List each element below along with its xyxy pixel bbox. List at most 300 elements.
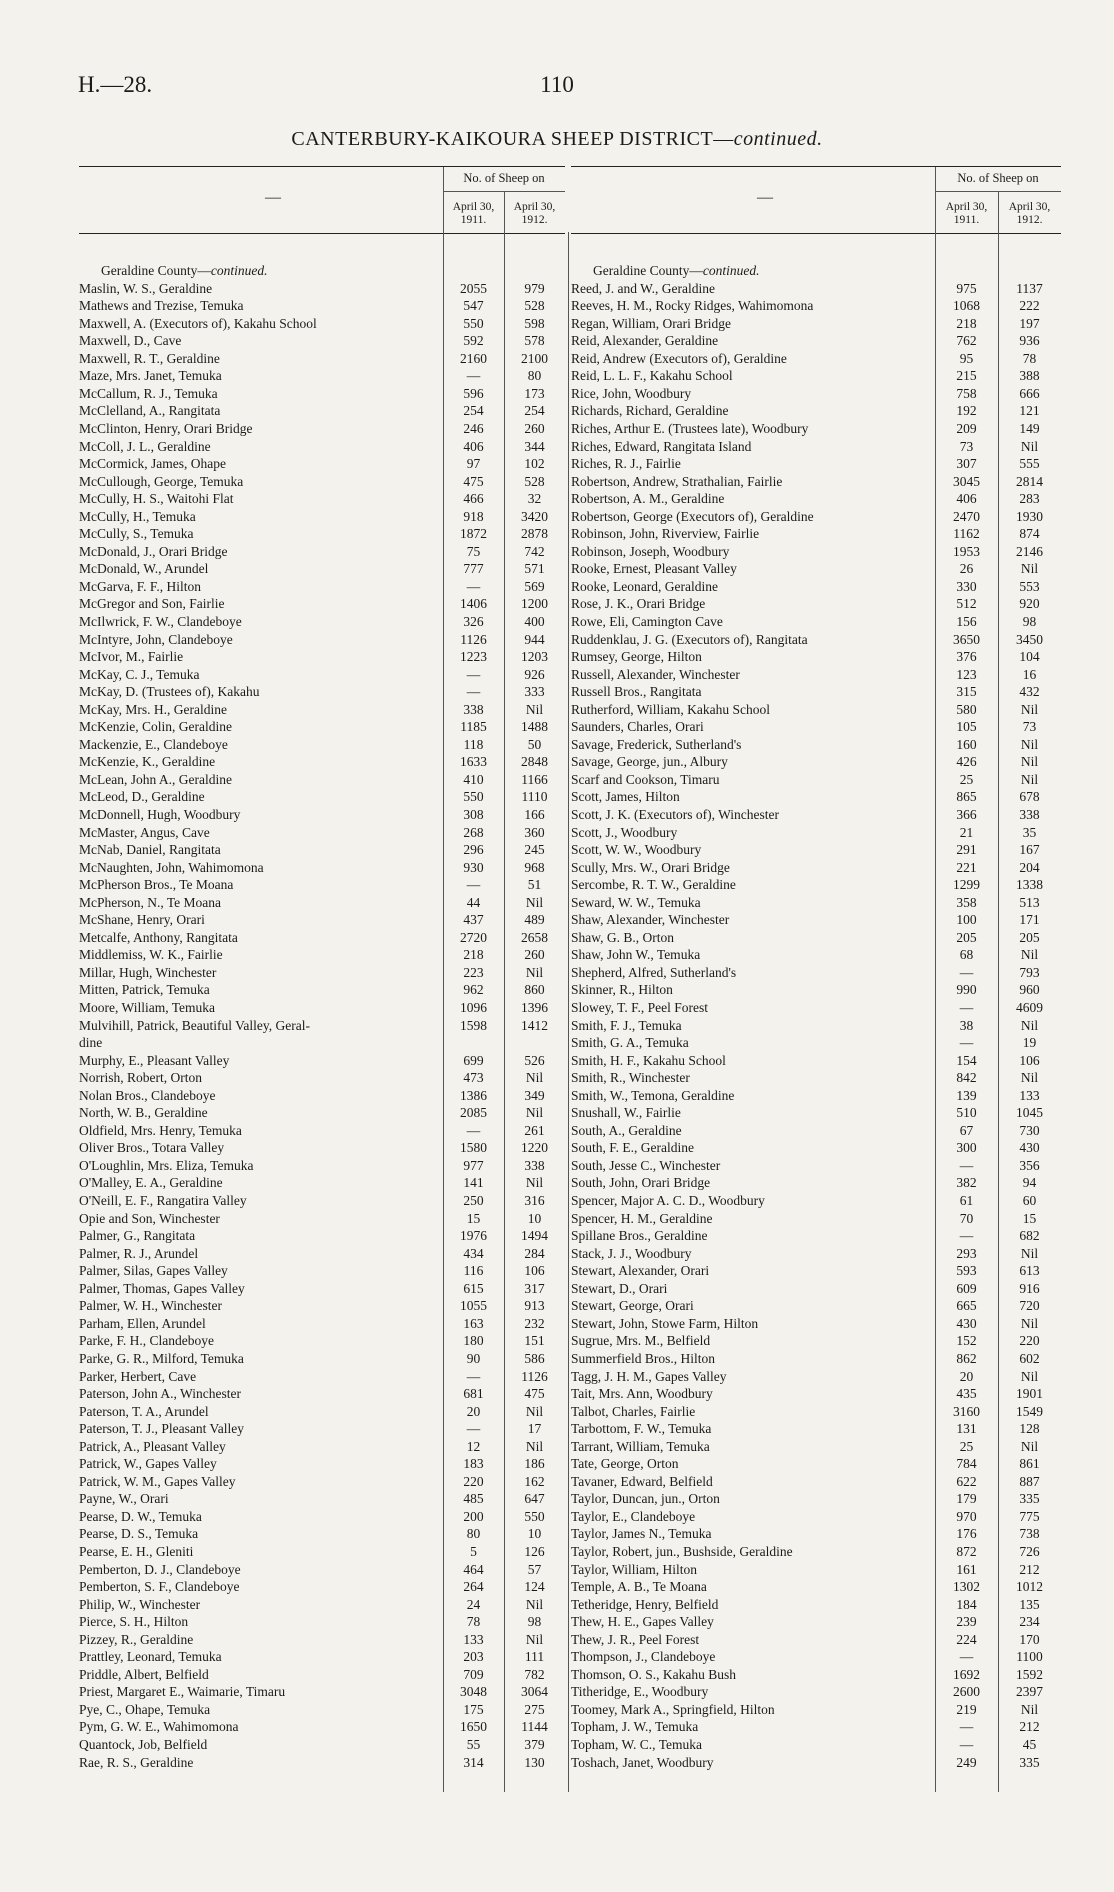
table-row [79,420,565,438]
table-row [571,1368,1061,1386]
holder-name: Mackenzie, E., Clandeboye [79,736,228,752]
sheep-1911: 330 [956,578,977,594]
holder-name: Scott, W. W., Woodbury [571,842,702,858]
table-row [79,315,565,333]
sheep-1911: — [466,1421,481,1437]
sheep-1911: 315 [956,684,977,700]
holder-name: Palmer, Silas, Gapes Valley [79,1263,228,1279]
sheep-1911: 2055 [460,280,487,296]
table-row [571,911,1061,929]
sheep-1911: 977 [463,1157,484,1173]
table-row [79,1350,565,1368]
table-row [571,666,1061,684]
holder-name: Taylor, James N., Temuka [571,1526,712,1542]
holder-name: Richards, Richard, Geraldine [571,403,729,419]
sheep-1911: 152 [956,1333,977,1349]
sheep-1911: 406 [956,491,977,507]
holder-name: Palmer, W. H., Winchester [79,1298,223,1314]
sheep-1912: 73 [1022,719,1037,735]
holder-name: Pemberton, S. F., Clandeboye [79,1579,240,1595]
table-row [571,648,1061,666]
sheep-1912: Nil [525,894,544,910]
sheep-1911: 95 [959,350,974,366]
holder-name: McLean, John A., Geraldine [79,771,232,787]
sheep-1912: 167 [1019,842,1040,858]
holder-name: Parham, Ellen, Arundel [79,1315,206,1331]
sheep-1911: 918 [463,508,484,524]
sheep-1912: 578 [524,333,545,349]
table-row [571,1087,1061,1105]
sheep-1912: 19 [1022,1035,1037,1051]
sheep-1912: 197 [1019,315,1040,331]
table-row [79,1666,565,1684]
holder-name: Millar, Hugh, Winchester [79,964,217,980]
sheep-1912: 1396 [521,1000,548,1016]
sheep-1912: 360 [524,824,545,840]
sheep-1911: 175 [463,1701,484,1717]
table-row [571,315,1061,333]
sheep-1911: — [466,666,481,682]
table-row [79,508,565,526]
sheep-1912: 316 [524,1193,545,1209]
sheep-1911: 1692 [953,1666,980,1682]
table-row [571,332,1061,350]
sheep-1911: 1406 [460,596,487,612]
sheep-1912: 275 [524,1701,545,1717]
sheep-1912: 944 [524,631,545,647]
table-row [571,1718,1061,1736]
holder-name: Maze, Mrs. Janet, Temuka [79,368,222,384]
holder-name: Smith, W., Temona, Geraldine [571,1087,735,1103]
sheep-1911: 1580 [460,1140,487,1156]
sheep-1912: 205 [1019,929,1040,945]
sheep-1911: 176 [956,1526,977,1542]
col-1912-header: April 30, 1912. [513,201,556,226]
sheep-1912: 104 [1019,649,1040,665]
table-row [571,894,1061,912]
table-row [79,1332,565,1350]
sheep-1912: 1488 [521,719,548,735]
table-row [571,1666,1061,1684]
holder-name: McNaughten, John, Wahimomona [79,859,264,875]
table-row [571,981,1061,999]
sheep-1912: 526 [524,1052,545,1068]
sheep-1912: 222 [1019,298,1040,314]
sheep-1911: 930 [463,859,484,875]
table-row [571,1245,1061,1263]
sheep-1911: 80 [466,1526,481,1542]
holder-name: Palmer, Thomas, Gapes Valley [79,1280,245,1296]
table-row [571,701,1061,719]
left-table [79,166,565,1771]
sheep-1911: 410 [463,771,484,787]
sheep-1912: 1100 [1016,1649,1043,1665]
sheep-1911: 133 [463,1631,484,1647]
sheep-1911: 163 [463,1315,484,1331]
sheep-1912: 1901 [1016,1386,1043,1402]
sheep-1911: 842 [956,1070,977,1086]
table-row [571,385,1061,403]
holder-name: Pearse, E. H., Gleniti [79,1543,194,1559]
holder-name: Taylor, Duncan, jun., Orton [571,1491,720,1507]
table-row [79,1596,565,1614]
sheep-1911: 180 [463,1333,484,1349]
table-row [79,1245,565,1263]
sheep-1912: 782 [524,1666,545,1682]
holder-name: McShane, Henry, Orari [79,912,205,928]
holder-name: Rae, R. S., Geraldine [79,1754,194,1770]
table-row [79,1280,565,1298]
sheep-1911: — [466,368,481,384]
sheep-1912: 78 [1022,350,1037,366]
table-row [571,473,1061,491]
sheep-1912: 793 [1019,964,1040,980]
holder-name: Maslin, W. S., Geraldine [79,280,213,296]
table-row [571,1315,1061,1333]
sheep-1911: 1223 [460,649,487,665]
holder-name: Maxwell, D., Cave [79,333,182,349]
holder-name: South, A., Geraldine [571,1122,682,1138]
sheep-1912: Nil [1020,947,1039,963]
table-row [79,385,565,403]
sheep-1912: 1126 [521,1368,548,1384]
holder-name: McCormick, James, Ohape [79,456,226,472]
holder-name: Seward, W. W., Temuka [571,894,701,910]
sheep-1912: 475 [524,1386,545,1402]
sheep-1912: 344 [524,438,545,454]
sheep-1912: 173 [524,385,545,401]
sheep-1911: — [959,1736,974,1752]
table-row [571,1139,1061,1157]
sheep-1911: 762 [956,333,977,349]
holder-name: Taylor, William, Hilton [571,1561,697,1577]
holder-name: Reed, J. and W., Geraldine [571,280,715,296]
table-row [571,718,1061,736]
holder-name: Robertson, George (Executors of), Geraldine [571,508,814,524]
sheep-1912: Nil [525,1403,544,1419]
table-row [79,946,565,964]
table-row [79,1122,565,1140]
sheep-1912: 111 [524,1649,545,1665]
sheep-1912: 149 [1019,420,1040,436]
left-table-header [79,166,565,234]
sheep-1912: 126 [524,1543,545,1559]
sheep-1912: 602 [1019,1350,1040,1366]
holder-name: Smith, H. F., Kakahu School [571,1052,726,1068]
sheep-1912: Nil [525,701,544,717]
sheep-1911: — [466,1368,481,1384]
holder-name: Taylor, Robert, jun., Bushside, Geraldine [571,1543,793,1559]
table-row [79,543,565,561]
table-row [571,508,1061,526]
sheep-1911: 3650 [953,631,980,647]
holder-name: Pierce, S. H., Hilton [79,1614,189,1630]
holder-name: Tetheridge, Henry, Belfield [571,1596,719,1612]
table-row [571,1438,1061,1456]
holder-name: Pemberton, D. J., Clandeboye [79,1561,241,1577]
table-row [79,560,565,578]
table-row [571,1613,1061,1631]
holder-name: Saunders, Charles, Orari [571,719,704,735]
sheep-1911: 593 [956,1263,977,1279]
title-suffix: continued. [733,128,823,150]
holder-name: Paterson, T. J., Pleasant Valley [79,1421,244,1437]
table-row [79,701,565,719]
sheep-1911: 1302 [953,1579,980,1595]
holder-name: Tavaner, Edward, Belfield [571,1473,713,1489]
table-row [571,876,1061,894]
table-row [571,1701,1061,1719]
column-rule [998,232,999,1792]
sheep-1912: 489 [524,912,545,928]
sheep-1911: — [959,1719,974,1735]
sheep-1911: 221 [956,859,977,875]
sheep-1911: 862 [956,1350,977,1366]
table-row [571,1490,1061,1508]
holder-name: Rice, John, Woodbury [571,385,692,401]
table-row [79,438,565,456]
sheep-1912: 1110 [521,789,548,805]
sheep-1911: 12 [466,1438,481,1454]
sheep-1912: 4609 [1016,1000,1043,1016]
holder-name: Rutherford, William, Kakahu School [571,701,771,717]
table-row [571,788,1061,806]
sheep-1912: Nil [1020,1245,1039,1261]
sheep-1912: 10 [527,1526,542,1542]
col-1911-header: April 30, 1911. [452,201,495,226]
table-row [79,841,565,859]
table-row [79,1210,565,1228]
sheep-1911: 547 [463,298,484,314]
sheep-1911: 1953 [953,543,980,559]
holder-name: Priddle, Albert, Belfield [79,1666,209,1682]
sheep-1912: 1166 [521,771,548,787]
holder-name: Riches, R. J., Fairlie [571,456,681,472]
table-row [79,1139,565,1157]
sheep-1911: 485 [463,1491,484,1507]
sheep-1911: 161 [956,1561,977,1577]
holder-name: McKay, Mrs. H., Geraldine [79,701,227,717]
sheep-1912: 960 [1019,982,1040,998]
sheep-1911: 406 [463,438,484,454]
holder-name: Slowey, T. F., Peel Forest [571,1000,709,1016]
name-column-header: — [757,189,773,206]
sheep-1911: 2600 [953,1684,980,1700]
holder-name: McPherson Bros., Te Moana [79,877,234,893]
sheep-1912: 102 [524,456,545,472]
table-row [571,753,1061,771]
table-row [79,1368,565,1386]
sheep-1912: 2100 [521,350,548,366]
holder-name: McKay, D. (Trustees of), Kakahu [79,684,260,700]
table-row [79,648,565,666]
table-row [79,1508,565,1526]
holder-name: Mathews and Trezise, Temuka [79,298,244,314]
holder-name: Norrish, Robert, Orton [79,1070,202,1086]
sheep-1912: Nil [525,1070,544,1086]
sheep-1912: 1338 [1016,877,1043,893]
sheep-1912: 2848 [521,754,548,770]
holder-name: Reeves, H. M., Rocky Ridges, Wahimomona [571,298,814,314]
table-row [571,595,1061,613]
table-row [79,981,565,999]
holder-name: Reid, Alexander, Geraldine [571,333,719,349]
sheep-1912: 598 [524,315,545,331]
holder-name: Reid, Andrew (Executors of), Geraldine [571,350,787,366]
holder-name: Riches, Edward, Rangitata Island [571,438,752,454]
table-row [571,1473,1061,1491]
table-row [571,578,1061,596]
holder-name: Thomson, O. S., Kakahu Bush [571,1666,736,1682]
table-row [79,1701,565,1719]
page-header [78,72,1036,112]
sheep-1912: Nil [1020,771,1039,787]
holder-name: Parker, Herbert, Cave [79,1368,197,1384]
sheep-1911: 239 [956,1614,977,1630]
holder-name: Spencer, Major A. C. D., Woodbury [571,1193,765,1209]
table-row [571,455,1061,473]
sheep-1912: 317 [524,1280,545,1296]
sheep-1911: 20 [466,1403,481,1419]
holder-name: McDonald, W., Arundel [79,561,209,577]
sheep-1912: 3420 [521,508,548,524]
holder-name: O'Neill, E. F., Rangatira Valley [79,1193,247,1209]
holder-name: McNab, Daniel, Rangitata [79,842,221,858]
table-row [79,1736,565,1754]
sheep-1911: — [466,578,481,594]
sheep-1912: 16 [1022,666,1037,682]
sheep-1911: 205 [956,929,977,945]
sheep-1912: 379 [524,1736,545,1752]
sheep-1911: — [959,1035,974,1051]
holder-name: Thompson, J., Clandeboye [571,1649,716,1665]
sheep-1911: 15 [466,1210,481,1226]
table-row [571,1069,1061,1087]
sheep-1911: 466 [463,491,484,507]
sheep-1911: 215 [956,368,977,384]
holder-name: McIvor, M., Fairlie [79,649,184,665]
table-row [79,1561,565,1579]
sheep-1912: 1045 [1016,1105,1043,1121]
holder-name: Nolan Bros., Clandeboye [79,1087,216,1103]
sheep-1911: 510 [956,1105,977,1121]
sheep-1911: 758 [956,385,977,401]
table-row [79,736,565,754]
holder-name: Regan, William, Orari Bridge [571,315,732,331]
sheep-1912: 1930 [1016,508,1043,524]
holder-name: Prattley, Leonard, Temuka [79,1649,222,1665]
holder-name: Spillane Bros., Geraldine [571,1228,708,1244]
holder-name: Payne, W., Orari [79,1491,169,1507]
sheep-1911: 24 [466,1596,481,1612]
sheep-1912: 2658 [521,929,548,945]
holder-name: Shaw, G. B., Orton [571,929,674,945]
table-row [79,1613,565,1631]
holder-name: Toshach, Janet, Woodbury [571,1754,714,1770]
sheep-1911: 3045 [953,473,980,489]
table-row [571,367,1061,385]
holder-name: Palmer, G., Rangitata [79,1228,196,1244]
sheep-1911: 709 [463,1666,484,1682]
sheep-1911: 550 [463,315,484,331]
sheep-1911: 67 [959,1122,974,1138]
holder-name: Thew, J. R., Peel Forest [571,1631,700,1647]
sheep-1911: 160 [956,736,977,752]
holder-name: Reid, L. L. F., Kakahu School [571,368,733,384]
sheep-1911: 78 [466,1614,481,1630]
sheep-1912: 35 [1022,824,1037,840]
sheep-count-group-header: No. of Sheep on [957,171,1039,185]
sheep-1912: 555 [1019,456,1040,472]
holder-name: North, W. B., Geraldine [79,1105,208,1121]
table-row [571,1578,1061,1596]
sheep-1911: 622 [956,1473,977,1489]
holder-name: McGarva, F. F., Hilton [79,578,201,594]
sheep-1912: 130 [524,1754,545,1770]
holder-name: Paterson, T. A., Arundel [79,1403,209,1419]
table-row [571,1754,1061,1772]
holder-name: Tate, George, Orton [571,1456,679,1472]
table-row [79,683,565,701]
table-row [79,1648,565,1666]
table-row [571,1525,1061,1543]
sheep-1912: 17 [527,1421,542,1437]
sheep-1912: 162 [524,1473,545,1489]
sheep-1912: Nil [525,1175,544,1191]
sheep-1912: 2878 [521,526,548,542]
sheep-1912: 528 [524,298,545,314]
table-row [571,525,1061,543]
sheep-1911: 1598 [460,1017,487,1033]
table-row [79,1227,565,1245]
holder-name: McMaster, Angus, Cave [79,824,210,840]
sheep-1911: 25 [959,1438,974,1454]
table-row [79,631,565,649]
holder-name: Temple, A. B., Te Moana [571,1579,707,1595]
right-rows [571,280,1061,1771]
holder-name: Savage, Frederick, Sutherland's [571,736,742,752]
sheep-1912: 550 [524,1508,545,1524]
page-number: 110 [540,72,574,97]
sheep-1912: 260 [524,947,545,963]
name-column-header: — [265,189,281,206]
sheep-1912: 1012 [1016,1579,1043,1595]
table-row [79,490,565,508]
table-row [79,1157,565,1175]
table-row [571,1403,1061,1421]
holder-name: Shaw, John W., Temuka [571,947,701,963]
holder-name: Maxwell, R. T., Geraldine [79,350,220,366]
table-row [79,806,565,824]
holder-name: McIlwrick, F. W., Clandeboye [79,613,242,629]
sheep-1912: 513 [1019,894,1040,910]
sheep-1912: 874 [1019,526,1040,542]
sheep-1912: Nil [1020,1701,1039,1717]
holder-name: dine [79,1035,103,1051]
sheep-1912: 245 [524,842,545,858]
sheep-1912: 528 [524,473,545,489]
sheep-1911: 254 [463,403,484,419]
table-row [79,1087,565,1105]
table-row [571,1420,1061,1438]
table-row [79,1192,565,1210]
sheep-1912: 349 [524,1087,545,1103]
holder-name: McDonnell, Hugh, Woodbury [79,807,241,822]
table-row [571,1280,1061,1298]
sheep-1912: 666 [1019,385,1040,401]
table-row [79,473,565,491]
sheep-1912: 432 [1019,684,1040,700]
